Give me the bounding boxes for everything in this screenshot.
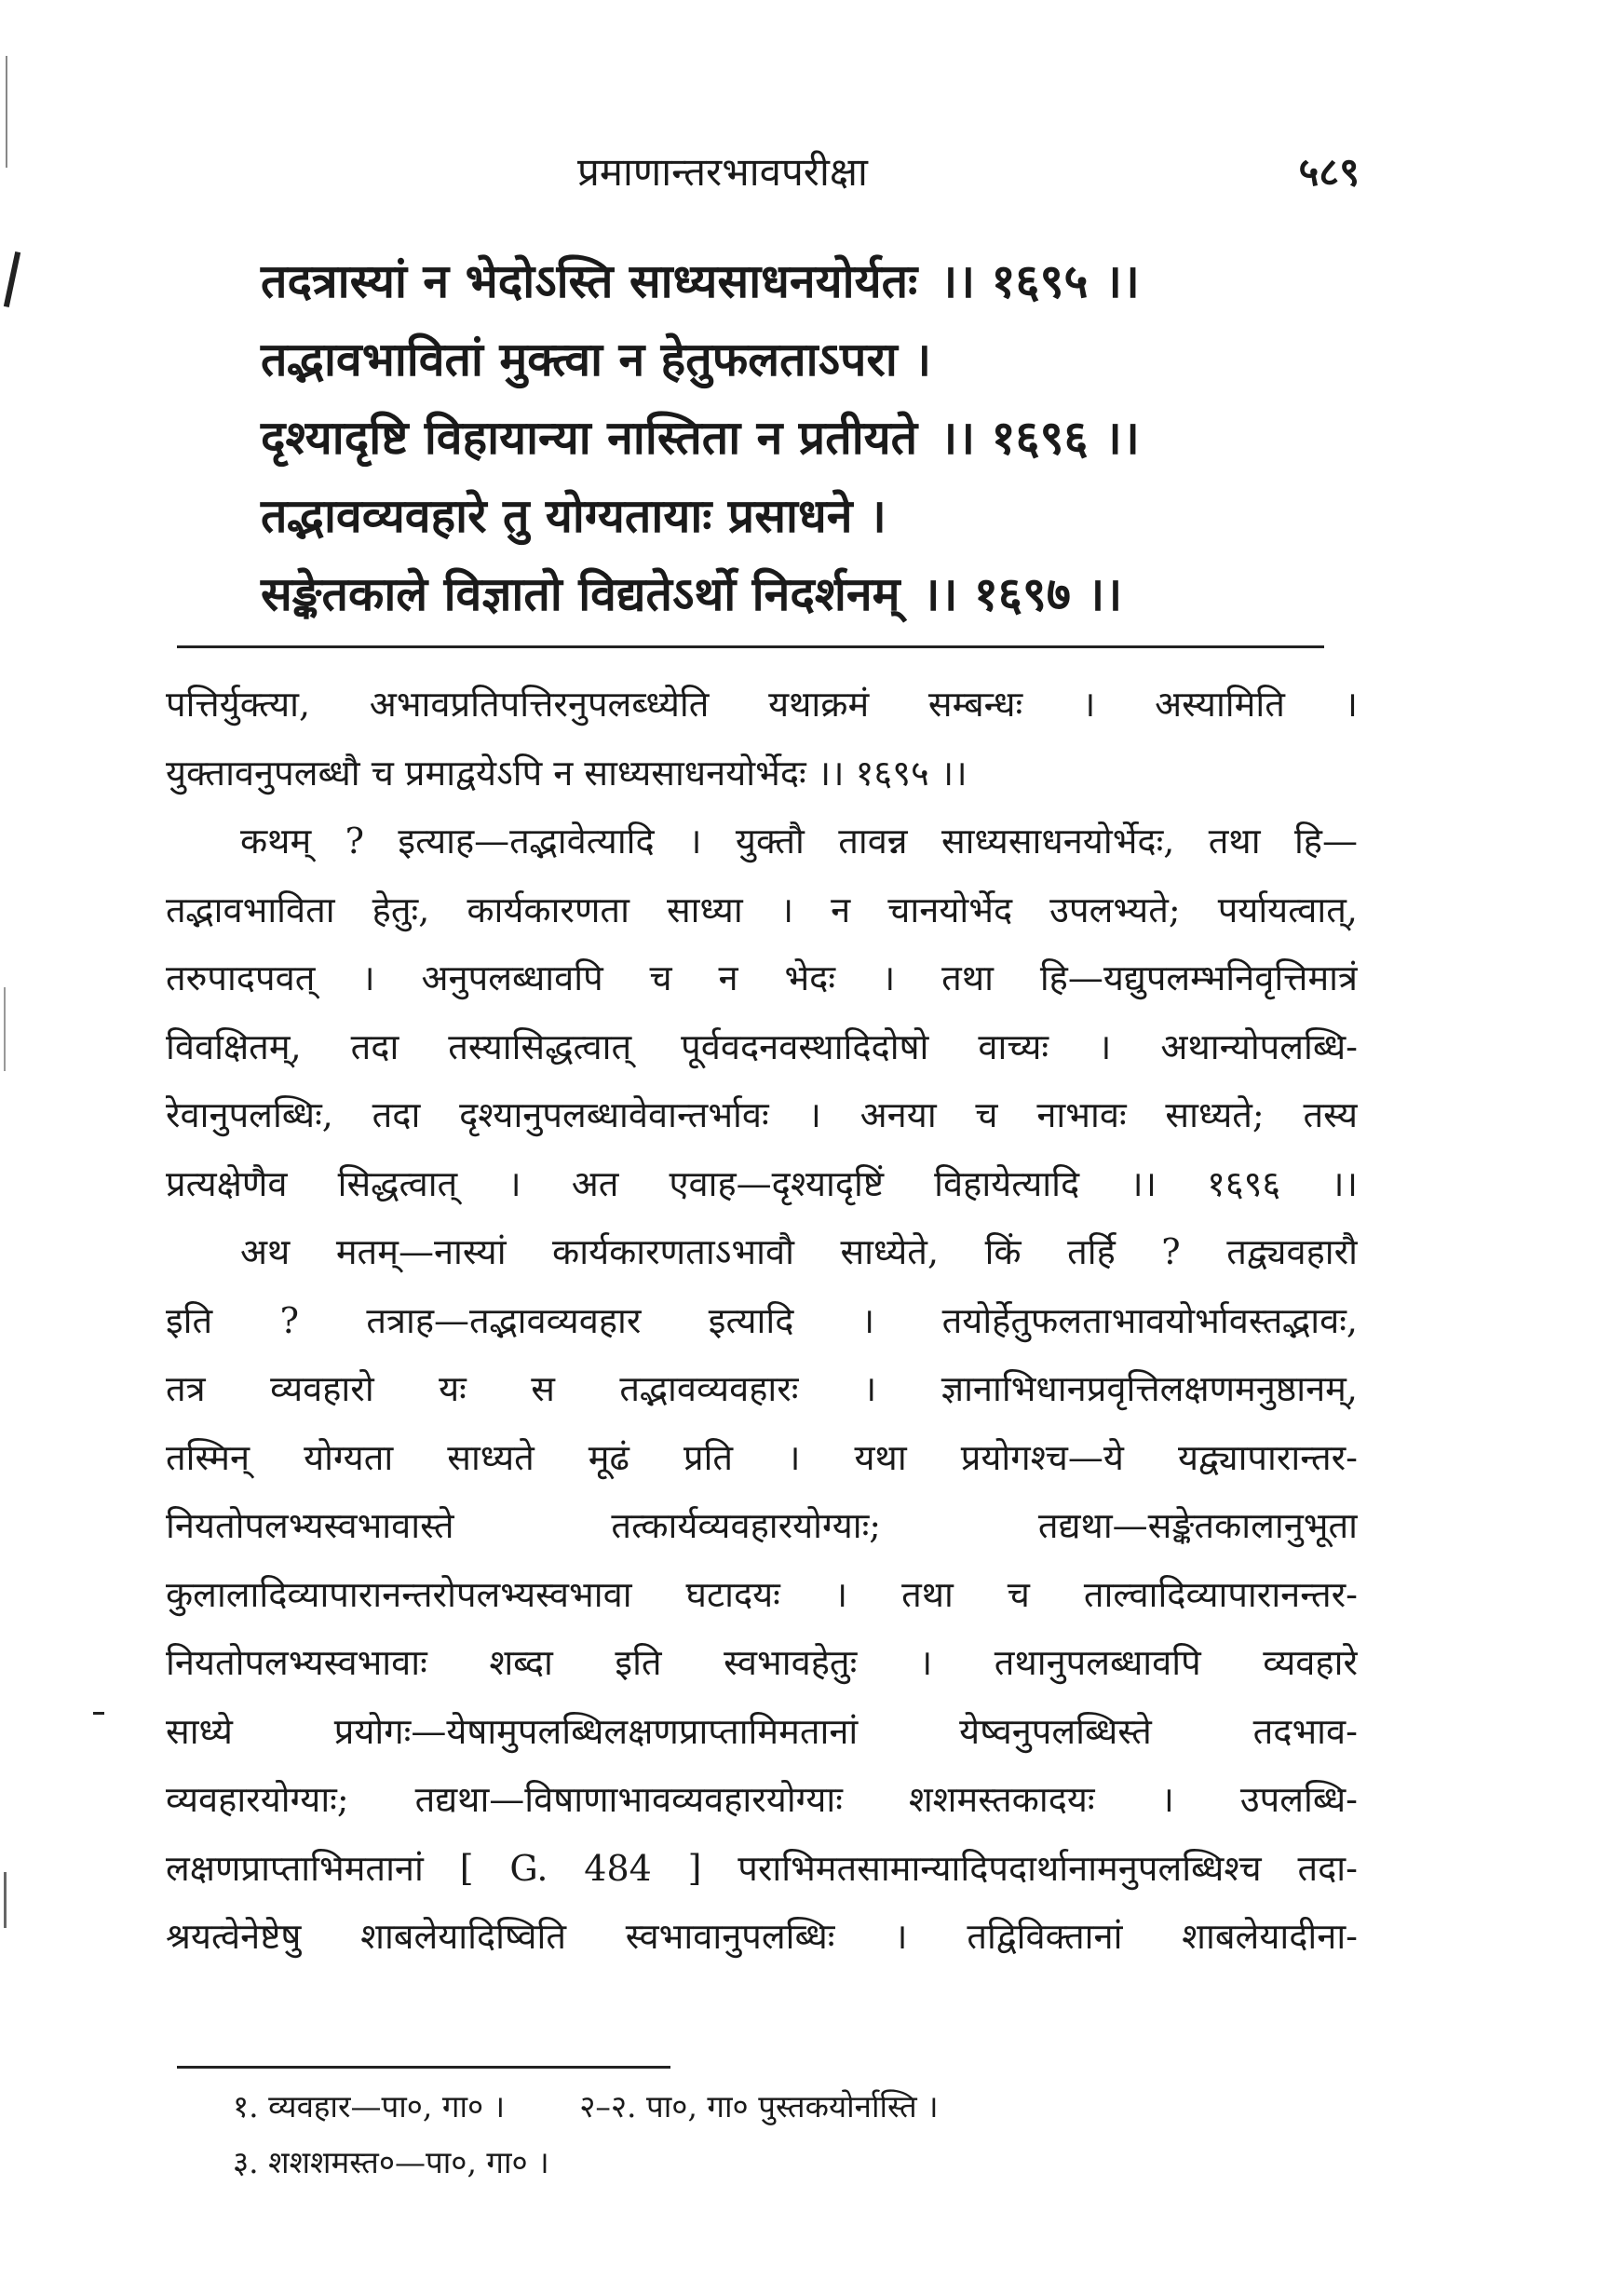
commentary-line: प्रत्यक्षेणैव सिद्धत्वात् । अत एवाह—दृश्यादृष्टिं विहायेत्यादि ।। १६९६ ।। [166, 1162, 1358, 1204]
verse-line [261, 399, 1360, 477]
scan-mark [6, 56, 7, 168]
scan-mark [4, 1872, 7, 1928]
verse-text: तद्भावभावितां मुक्त्वा न हेतुफलताऽपरा । [261, 332, 932, 387]
commentary-line: अथ मतम्—नास्यां कार्यकारणताऽभावौ साध्येते, किं तर्हि ? तद्व्यवहारौ [240, 1231, 1358, 1272]
footnote: १. व्यवहार—पा०, गा० । [233, 2088, 506, 2124]
commentary-line: विवक्षितम्, तदा तस्यासिद्धत्वात् पूर्ववदनवस्थादिदोषो वाच्यः । अथान्योपलब्धि- [166, 1025, 1358, 1067]
footnote-row [233, 2135, 1350, 2191]
footnote-divider [177, 2066, 670, 2069]
commentary-line: लक्षणप्राप्ताभिमतानां [ G. 484 ] पराभिमतसामान्यादिपदार्थानामनुपलब्धिश्च तदा- [166, 1847, 1358, 1889]
verse-text: तदत्रास्यां न भेदोऽस्ति साध्यसाधनयोर्यतः [261, 253, 918, 308]
commentary-line: श्रयत्वेनेष्टेषु शाबलेयादिष्विति स्वभावानुपलब्धिः । तद्विविक्तानां शाबलेयादीना- [166, 1916, 1358, 1957]
verse-block [261, 242, 1360, 633]
verse-number: ।। १६९६ ।। [940, 410, 1140, 465]
commentary-line: साध्ये प्रयोगः—येषामुपलब्धिलक्षणप्राप्तामिमतानां येष्वनुपलब्धिस्ते तदभाव- [166, 1710, 1358, 1752]
scan-mark [4, 251, 20, 307]
verse-text: सङ्केतकाले विज्ञातो विद्यतेऽर्थो निदर्शनम् [261, 566, 900, 621]
commentary-line: कुलालादिव्यापारानन्तरोपलभ्यस्वभावा घटादयः । तथा च ताल्वादिव्यापारानन्तर- [166, 1573, 1358, 1615]
scan-mark [93, 1712, 104, 1715]
footnote: २–२. पा०, गा० पुस्तकयोर्नास्ति । [579, 2088, 939, 2124]
verse-line [261, 477, 1360, 555]
commentary-line: व्यवहारयोग्याः; तद्यथा—विषाणाभावव्यवहारयोग्याः शशमस्तकादयः । उपलब्धि- [166, 1779, 1358, 1820]
footnote-row [233, 2079, 1350, 2135]
commentary-line: नियतोपलभ्यस्वभावास्ते तत्कार्यव्यवहारयोग्याः; तद्यथा—सङ्केतकालानुभूता [166, 1505, 1358, 1546]
commentary-line: कथम् ? इत्याह—तद्भावेत्यादि । युक्तौ तावन्न साध्यसाधनयोर्भेदः, तथा हि— [240, 821, 1358, 862]
commentary-block [166, 671, 1358, 1972]
footnote: ३. शशशमस्त०—पा०, गा० । [233, 2144, 549, 2180]
commentary-line: इति ? तत्राह—तद्भावव्यवहार इत्यादि । तयोर्हेतुफलताभावयोर्भावस्तद्भावः, [166, 1299, 1358, 1341]
verse-text: दृश्यादृष्टि विहायान्या नास्तिता न प्रतीयते [261, 410, 918, 465]
commentary-line: नियतोपलभ्यस्वभावाः शब्दा इति स्वभावहेतुः । तथानुपलब्धावपि व्यवहारे [166, 1642, 1358, 1683]
verse-number: ।। १६९७ ।। [922, 566, 1123, 621]
running-title: प्रमाणान्तरभावपरीक्षा [577, 149, 868, 195]
verse-number: ।। १६९५ ।। [940, 253, 1140, 308]
scan-mark [4, 987, 6, 1071]
commentary-line: रेवानुपलब्धिः, तदा दृश्यानुपलब्धावेवान्तर्भावः । अनया च नाभावः साध्यते; तस्य [166, 1094, 1358, 1135]
verse-line [261, 320, 1360, 399]
page-number: ५८९ [1298, 149, 1360, 195]
section-divider [177, 645, 1324, 648]
verse-line [261, 242, 1360, 320]
commentary-line: तद्भावभाविता हेतुः, कार्यकारणता साध्या । न चानयोर्भेद उपलभ्यते; पर्यायत्वात्, [166, 889, 1358, 930]
commentary-line: युक्तावनुपलब्धौ च प्रमाद्वयेऽपि न साध्यसाधनयोर्भेदः ।। १६९५ ।। [166, 752, 968, 794]
commentary-line: तरुपादपवत् । अनुपलब्धावपि च न भेदः । तथा हि—यद्युपलम्भनिवृत्तिमात्रं [166, 957, 1358, 998]
commentary-line: तस्मिन् योग्यता साध्यते मूढं प्रति । यथा प्रयोगश्च—ये यद्व्यापारान्तर- [166, 1436, 1358, 1478]
commentary-line: तत्र व्यवहारो यः स तद्भावव्यवहारः । ज्ञानाभिधानप्रवृत्तिलक्षणमनुष्ठानम्, [166, 1368, 1358, 1409]
verse-line [261, 555, 1360, 633]
footnotes [233, 2079, 1350, 2191]
verse-text: तद्भावव्यवहारे तु योग्यतायाः प्रसाधने । [261, 488, 886, 543]
running-head [168, 144, 1360, 200]
commentary-line: पत्तिर्युक्त्या, अभावप्रतिपत्तिरनुपलब्ध्येति यथाक्रमं सम्बन्धः । अस्यामिति । [166, 684, 1358, 725]
